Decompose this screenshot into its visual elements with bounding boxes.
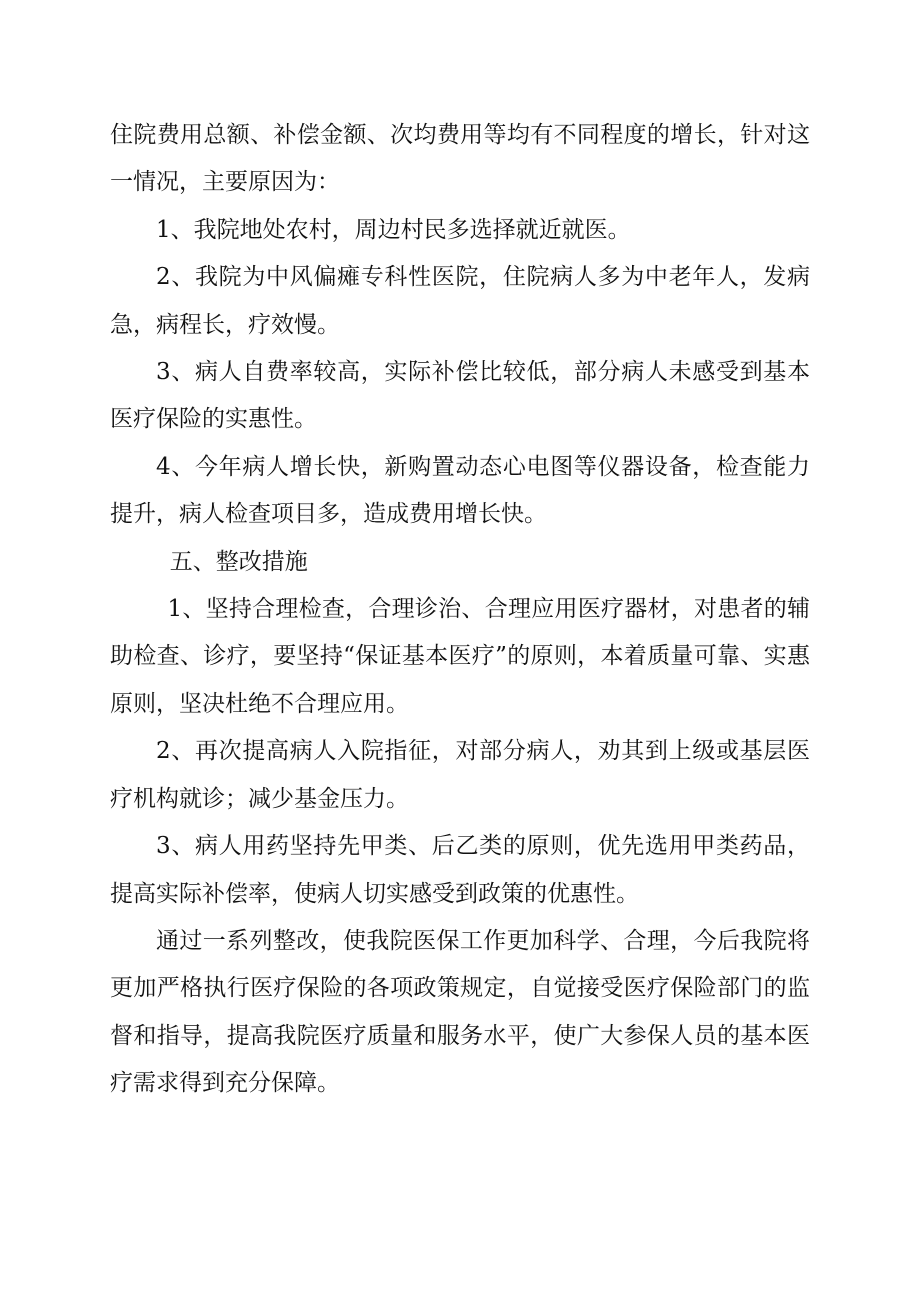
paragraph-cost-growth-intro: 住院费用总额、补偿金额、次均费用等均有不同程度的增长，针对这一情况，主要原因为： — [110, 122, 810, 196]
paragraph-measure-2: 2、再次提高病人入院指征，对部分病人，劝其到上级或基层医疗机构就诊；减少基金压力。 — [110, 738, 810, 812]
paragraph-reason-2: 2、我院为中风偏瘫专科性医院，住院病人多为中老年人，发病急，病程长，疗效慢。 — [110, 264, 810, 338]
section-heading-rectification: 五、整改措施 — [169, 548, 308, 575]
paragraph-reason-3: 3、病人自费率较高，实际补偿比较低，部分病人未感受到基本医疗保险的实惠性。 — [110, 359, 810, 433]
document-body — [110, 112, 810, 1108]
paragraph-conclusion: 通过一系列整改，使我院医保工作更加科学、合理，今后我院将更加严格执行医疗保险的各项政策规定，自觉接受医疗保险部门的监督和指导，提高我院医疗质量和服务水平，使广大参保人员的基本医疗需求得到充分保障。 — [110, 927, 810, 1097]
paragraph-measure-1: 1、坚持合理检查，合理诊治、合理应用医疗器材，对患者的辅助检查、诊疗，要坚持“保证基本医疗”的原则，本着质量可靠、实惠原则，坚决杜绝不合理应用。 — [110, 596, 810, 717]
paragraph-measure-3: 3、病人用药坚持先甲类、后乙类的原则，优先选用甲类药品，提高实际补偿率，使病人切实感受到政策的优惠性。 — [110, 833, 810, 907]
paragraph-reason-1: 1、我院地处农村，周边村民多选择就近就医。 — [156, 216, 631, 243]
paragraph-reason-4: 4、今年病人增长快，新购置动态心电图等仪器设备，检查能力提升，病人检查项目多，造成费用增长快。 — [110, 453, 810, 528]
